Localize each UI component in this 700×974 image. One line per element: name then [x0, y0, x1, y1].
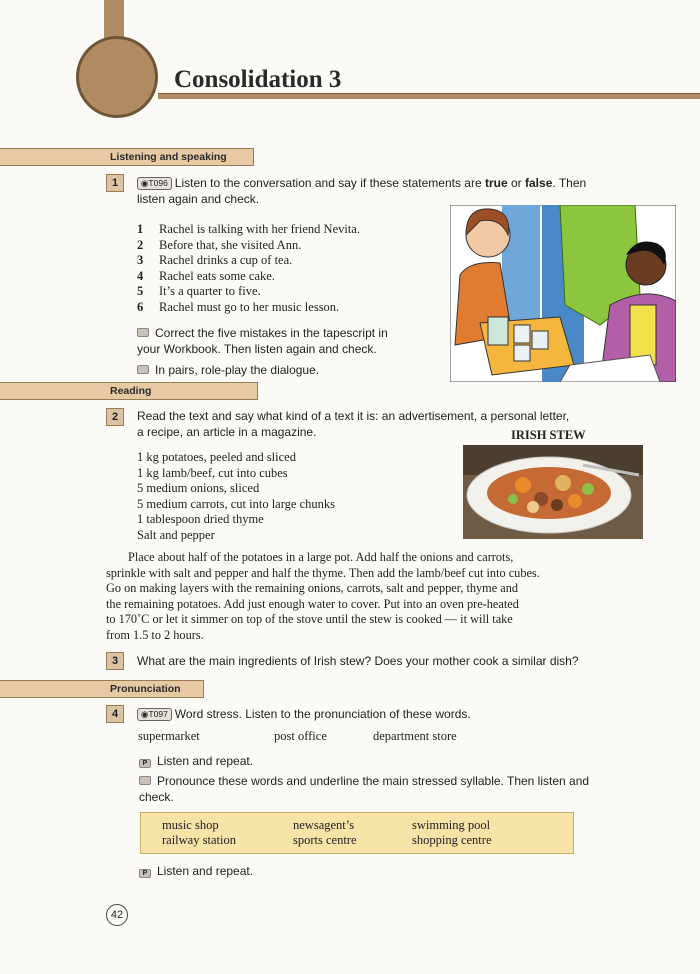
section-bar-listening	[0, 148, 254, 166]
word-or: or	[511, 176, 522, 190]
box-word: swimming pool	[412, 818, 491, 832]
task4-sub-instruction: Pronounce these words and underline the main stressed syllable. Then listen and check.	[139, 774, 590, 804]
stress-word: post office	[274, 729, 327, 743]
section-label: Reading	[110, 385, 152, 397]
statement-item: 1 Rachel is talking with her friend Nevita.	[137, 222, 360, 236]
section-label: Listening and speaking	[110, 151, 227, 163]
task1-instruction	[137, 175, 647, 191]
task2-instruction-line2: a recipe, an article in a magazine.	[137, 425, 317, 439]
task-number-1: 1	[106, 174, 124, 192]
section-bar-pronunciation	[0, 680, 204, 698]
pronunciation-p-icon: P	[139, 759, 151, 768]
task3-question: What are the main ingredients of Irish stew? Does your mother cook a similar dish?	[137, 654, 579, 668]
task4-repeat1: P Listen and repeat.	[139, 753, 253, 769]
audio-cd-icon: ◉T096	[137, 177, 172, 190]
task2-instruction-line1: Read the text and say what kind of a text it is: an advertisement, a personal letter,	[137, 409, 570, 423]
ingredients-list	[137, 450, 457, 544]
track-code: T097	[148, 709, 168, 719]
task1-sub2: In pairs, role-play the dialogue.	[137, 362, 319, 378]
statement-item: 3 Rachel drinks a cup of tea.	[137, 253, 293, 268]
recipe-title: IRISH STEW	[511, 428, 586, 442]
task-number-2: 2	[106, 408, 124, 426]
ingredient-item: 1 kg potatoes, peeled and sliced	[137, 450, 296, 464]
task1-instruction-line2: listen again and check.	[137, 192, 260, 206]
word-true: true	[484, 176, 508, 190]
box-word: railway station	[162, 833, 236, 847]
box-word: newsagent’s	[293, 818, 355, 832]
ingredient-item: 5 medium carrots, cut into large chunks	[137, 496, 335, 511]
section-label: Pronunciation	[110, 683, 181, 695]
track-code: T096	[148, 178, 168, 188]
statement-item: 6 Rachel must go to her music lesson.	[137, 299, 340, 314]
exercise-icon	[137, 328, 149, 337]
instr-text: Listen to the conversation and say if these statements are	[174, 176, 482, 190]
section-bar-reading	[0, 382, 258, 400]
irish-stew-photo	[463, 445, 643, 539]
box-word: sports centre	[293, 833, 357, 847]
box-word: shopping centre	[412, 833, 492, 847]
ingredient-item: 5 medium onions, sliced	[137, 481, 260, 496]
task4-instruction: ◉T097 Word stress. Listen to the pronunciation of these words.	[137, 706, 647, 722]
pronunciation-p-icon: P	[139, 869, 151, 878]
statement-item: 5 It’s a quarter to five.	[137, 284, 261, 299]
ingredient-item: 1 tablespoon dried thyme	[137, 512, 264, 527]
statement-item: 2 Before that, she visited Ann.	[137, 237, 302, 252]
audio-cd-icon: ◉T097	[137, 708, 172, 721]
box-word: music shop	[162, 818, 219, 832]
ingredient-item: Salt and pepper	[137, 527, 215, 542]
recipe-method: Place about half of the potatoes in a large pot. Add half the onions and carrots, sprinkle with salt and pepper and half the thyme. Then add the lamb/beef cut into cubes. Go on making layers with the remaining onions, carrots, salt and pepper, thyme and the remaining potatoes. Add just enough water to cover. Put into an oven pre-heated to 170˚C or let it simmer on top of the stove until the stew is cooked — it will take from 1.5 to 2 hours.	[106, 550, 540, 642]
task4-repeat2: P Listen and repeat.	[139, 863, 253, 879]
page-title: Consolidation 3	[174, 66, 342, 93]
statements-list	[137, 222, 437, 316]
statement-item: 4 Rachel eats some cake.	[137, 268, 275, 283]
page-number: 42	[106, 904, 128, 926]
instr-end: . Then	[552, 176, 587, 190]
conversation-illustration	[450, 205, 676, 382]
task-number-4: 4	[106, 705, 124, 723]
task1-sub1: Correct the five mistakes in the tapescript in your Workbook. Then listen again and check.	[137, 326, 388, 356]
task-number-3: 3	[106, 652, 124, 670]
stress-word: department store	[373, 729, 457, 743]
header-disc	[76, 36, 158, 118]
word-false: false	[525, 176, 553, 190]
exercise-icon	[139, 776, 151, 785]
pair-work-icon	[137, 365, 149, 374]
stress-word: supermarket	[138, 729, 200, 743]
ingredient-item: 1 kg lamb/beef, cut into cubes	[137, 465, 288, 480]
header-tab	[104, 0, 124, 38]
